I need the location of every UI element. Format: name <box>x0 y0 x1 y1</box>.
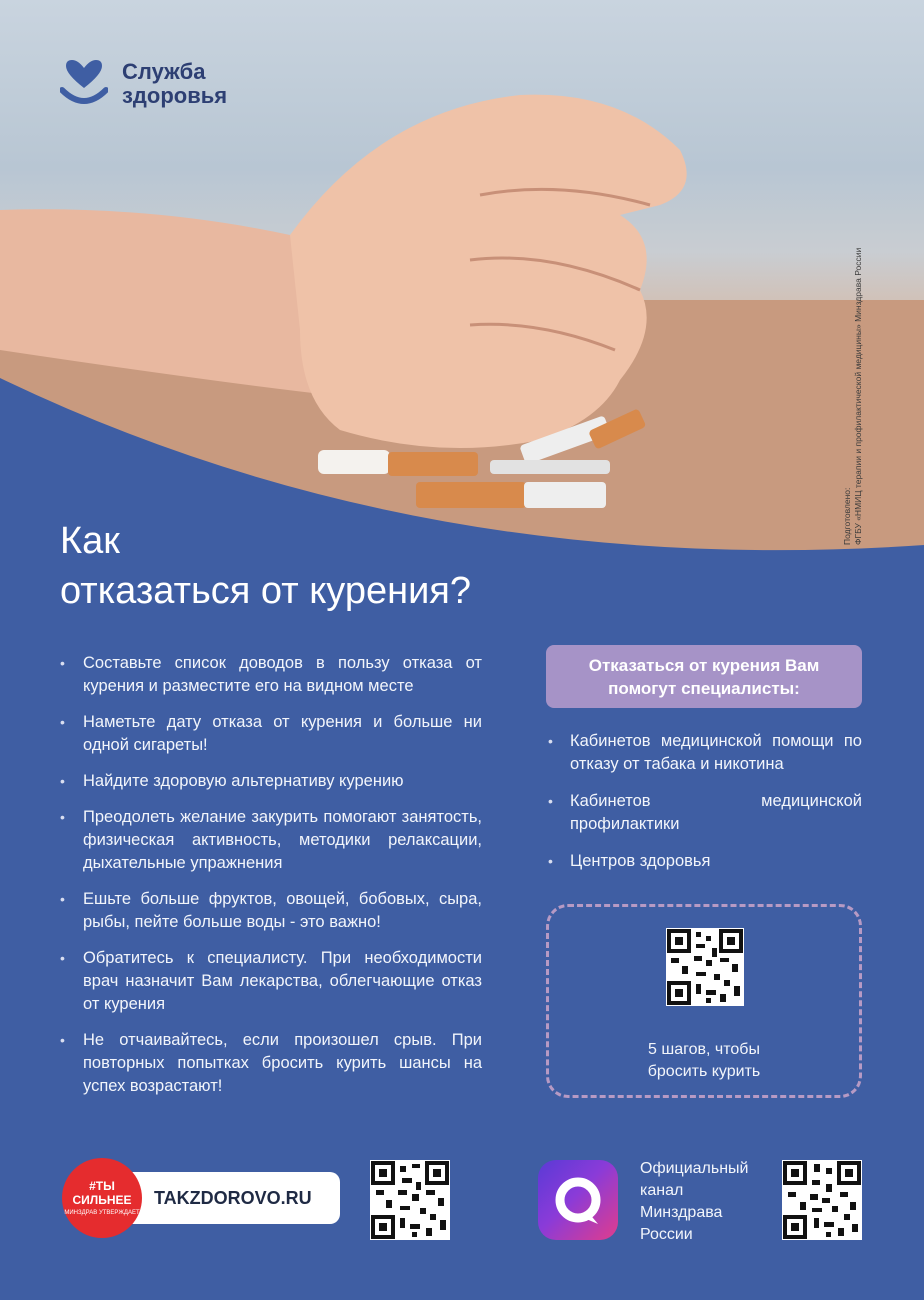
brand-logo <box>60 60 227 108</box>
specialists-heading-line1: Отказаться от курения Вам <box>588 656 820 675</box>
tip-item: • Ешьте больше фруктов, овощей, бобовых, сыра, рыбы, пейте больше воды - это важно! <box>60 888 482 934</box>
brand-name-line2: здоровья <box>122 83 228 108</box>
specialist-item: • Кабинетов медицинской помощи по отказу от табака и никотина <box>548 730 862 776</box>
tip-item: • Составьте список доводов в пользу отказа от курения и разместите его на видном месте <box>60 652 482 698</box>
qr-caption-line1: 5 шагов, чтобы <box>648 1041 760 1058</box>
page-title-line1: Как <box>60 520 120 562</box>
tip-item: • Преодолеть желание закурить помогают занятость, физическая активность, методики релаксации, дыхательные упражнения <box>60 806 482 875</box>
specialist-item: • Центров здоровья <box>548 850 862 873</box>
qr-caption <box>549 1039 859 1083</box>
rutube-logo-icon[interactable] <box>538 1160 618 1240</box>
credit-vertical <box>842 205 864 545</box>
specialists-heading-line2: помогут специалисты: <box>608 679 800 698</box>
channel-line: России <box>640 1226 693 1243</box>
specialists-heading <box>546 645 862 708</box>
qr-caption-line2: бросить курить <box>647 1063 761 1080</box>
qr-code-icon[interactable] <box>782 1160 862 1240</box>
tip-item: • Обратитесь к специалисту. При необходимости врач назначит Вам лекарства, облегчающие отказ от курения <box>60 947 482 1016</box>
badge-main-text: #ТЫ СИЛЬНЕЕ <box>72 1179 132 1207</box>
tip-item: • Наметьте дату отказа от курения и больше ни одной сигареты! <box>60 711 482 757</box>
specialist-item: • Кабинетов медицинской профилактики <box>548 790 862 836</box>
heart-smile-logo-icon <box>60 60 108 108</box>
channel-line: канал <box>640 1182 684 1199</box>
specialists-list <box>548 730 862 887</box>
tip-item: • Найдите здоровую альтернативу курению <box>60 770 482 793</box>
strong-campaign-badge <box>62 1158 142 1238</box>
badge-sub-text: МИНЗДРАВ УТВЕРЖДАЕТ <box>64 1210 140 1216</box>
page-title <box>60 516 471 616</box>
qr-code-icon[interactable] <box>666 928 744 1006</box>
channel-line: Минздрава <box>640 1204 723 1221</box>
qr-code-icon[interactable] <box>370 1160 450 1240</box>
official-channel-label <box>640 1158 749 1246</box>
credit-line2: ФГБУ «НМИЦ терапии и профилактической медицины» Минздрава России <box>853 247 863 545</box>
page-title-line2: отказаться от курения? <box>60 570 472 612</box>
credit-line1: Подготовлено: <box>842 487 852 545</box>
brand-name-line1: Служба <box>122 59 206 84</box>
tips-list <box>60 652 482 1111</box>
brand-name <box>122 60 227 108</box>
qr-box <box>546 904 862 1098</box>
tip-item: • Не отчаивайтесь, если произошел срыв. При повторных попытках бросить курить шансы на успех возрастают! <box>60 1029 482 1098</box>
site-link[interactable]: TAKZDOROVO.RU <box>120 1172 340 1224</box>
channel-line: Официальный <box>640 1160 749 1177</box>
